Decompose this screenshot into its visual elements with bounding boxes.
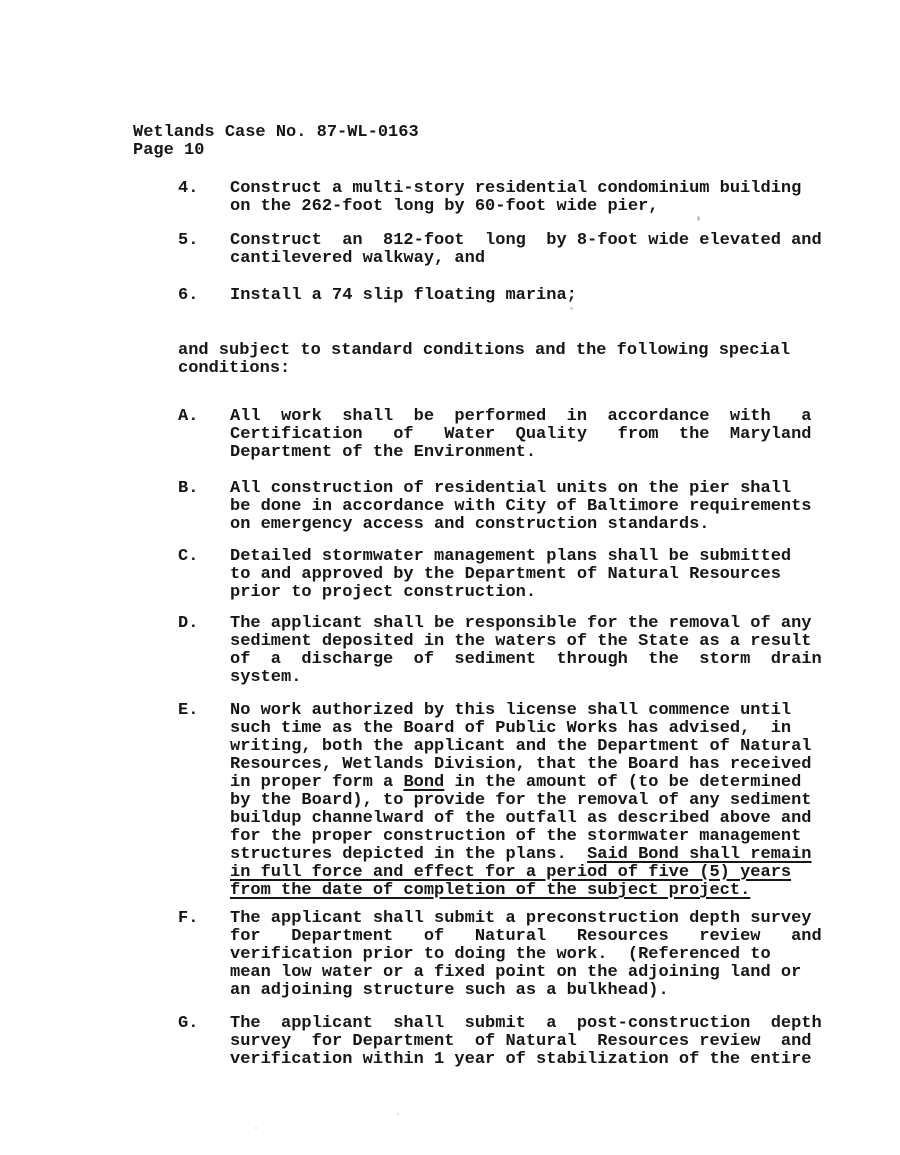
doc-line bbox=[230, 828, 858, 846]
text-segment: verification within 1 year of stabilization of the entire bbox=[230, 1050, 812, 1069]
doc-line bbox=[230, 756, 858, 774]
text-segment: The applicant shall submit a preconstruction depth survey bbox=[230, 909, 812, 928]
list-item-b bbox=[178, 480, 858, 534]
doc-line bbox=[230, 982, 858, 1000]
text-segment: such time as the Board of Public Works has advised, in bbox=[230, 719, 792, 738]
item-text bbox=[230, 910, 858, 1000]
doc-line bbox=[230, 792, 858, 810]
text-segment: All work shall be performed in accordance with a bbox=[230, 407, 812, 426]
list-item-c bbox=[178, 548, 858, 602]
doc-line bbox=[230, 548, 858, 566]
underlined-text: in full force and effect for a period of five (5) years bbox=[230, 863, 792, 882]
doc-blocks bbox=[178, 180, 858, 1069]
item-text bbox=[230, 408, 858, 462]
text-segment: Detailed stormwater management plans shall be submitted bbox=[230, 547, 792, 566]
text-segment: conditions: bbox=[178, 359, 291, 378]
text-segment: in the amount of (to be determined bbox=[444, 773, 802, 792]
doc-line bbox=[230, 669, 858, 687]
doc-line bbox=[230, 287, 858, 305]
text-segment: an adjoining structure such as a bulkhead). bbox=[230, 981, 669, 1000]
item-label: G. bbox=[178, 1014, 199, 1033]
doc-line bbox=[230, 964, 858, 982]
text-segment: sediment deposited in the waters of the State as a result bbox=[230, 632, 812, 651]
text-segment: survey for Department of Natural Resources review and bbox=[230, 1032, 812, 1051]
doc-line bbox=[230, 180, 858, 198]
item-text bbox=[230, 480, 858, 534]
item-label: B. bbox=[178, 479, 199, 498]
item-label: 4. bbox=[178, 179, 199, 198]
text-segment: for Department of Natural Resources review and bbox=[230, 927, 822, 946]
doc-line bbox=[230, 1015, 858, 1033]
text-segment: prior to project construction. bbox=[230, 583, 537, 602]
text-segment: Construct a multi-story residential condominium building bbox=[230, 179, 802, 198]
doc-line bbox=[230, 882, 858, 900]
doc-line bbox=[230, 910, 858, 928]
underlined-text: Bond bbox=[403, 773, 445, 792]
doc-line bbox=[230, 408, 858, 426]
item-text bbox=[230, 702, 858, 900]
underlined-text: from the date of completion of the subject project. bbox=[230, 881, 751, 900]
text-segment: on emergency access and construction standards. bbox=[230, 515, 710, 534]
doc-line bbox=[230, 250, 858, 268]
list-item-a bbox=[178, 408, 858, 462]
text-segment: Certification of Water Quality from the Maryland bbox=[230, 425, 812, 444]
doc-line bbox=[230, 774, 858, 792]
item-label: 6. bbox=[178, 286, 199, 305]
item-label: 5. bbox=[178, 231, 199, 250]
text-segment: cantilevered walkway, and bbox=[230, 249, 486, 268]
doc-line bbox=[230, 498, 858, 516]
doc-line bbox=[230, 1051, 858, 1069]
list-item-d bbox=[178, 615, 858, 687]
doc-line bbox=[230, 1033, 858, 1051]
item-text bbox=[178, 342, 858, 378]
doc-line bbox=[230, 566, 858, 584]
page-number: Page 10 bbox=[133, 141, 205, 160]
text-segment: by the Board), to provide for the removal of any sediment bbox=[230, 791, 812, 810]
doc-line bbox=[230, 810, 858, 828]
doc-line bbox=[230, 584, 858, 602]
text-segment: No work authorized by this license shall commence until bbox=[230, 701, 792, 720]
text-segment: to and approved by the Department of Natural Resources bbox=[230, 565, 781, 584]
doc-line bbox=[230, 738, 858, 756]
paragraph bbox=[178, 342, 858, 378]
doc-line bbox=[230, 702, 858, 720]
text-segment: structures depicted in the plans. bbox=[230, 845, 588, 864]
case-number: Wetlands Case No. 87-WL-0163 bbox=[133, 123, 419, 142]
item-label: D. bbox=[178, 614, 199, 633]
doc-line bbox=[230, 444, 858, 462]
text-segment: Resources, Wetlands Division, that the Board has received bbox=[230, 755, 812, 774]
text-segment: verification prior to doing the work. (Referenced to bbox=[230, 945, 771, 964]
item-text bbox=[230, 232, 858, 268]
doc-line bbox=[230, 198, 858, 216]
text-segment: on the 262-foot long by 60-foot wide pier, bbox=[230, 197, 659, 216]
doc-line bbox=[230, 928, 858, 946]
list-item-g bbox=[178, 1015, 858, 1069]
doc-line bbox=[230, 946, 858, 964]
scan-speck bbox=[255, 1127, 257, 1129]
doc-line bbox=[230, 864, 858, 882]
item-text bbox=[230, 287, 858, 305]
text-segment: system. bbox=[230, 668, 302, 687]
text-segment: and subject to standard conditions and the following special bbox=[178, 341, 791, 360]
doc-line bbox=[178, 360, 858, 378]
item-text bbox=[230, 548, 858, 602]
text-segment: Install a 74 slip floating marina; bbox=[230, 286, 577, 305]
text-segment: mean low water or a fixed point on the adjoining land or bbox=[230, 963, 802, 982]
list-item-5 bbox=[178, 232, 858, 268]
doc-line bbox=[230, 651, 858, 669]
scan-speck bbox=[397, 1113, 399, 1115]
doc-line bbox=[178, 342, 858, 360]
item-text bbox=[230, 180, 858, 216]
text-segment: Department of the Environment. bbox=[230, 443, 537, 462]
item-text bbox=[230, 1015, 858, 1069]
doc-line bbox=[230, 720, 858, 738]
document-header bbox=[133, 124, 419, 160]
text-segment: be done in accordance with City of Baltimore requirements bbox=[230, 497, 812, 516]
item-text bbox=[230, 615, 858, 687]
text-segment: writing, both the applicant and the Department of Natural bbox=[230, 737, 812, 756]
list-item-e bbox=[178, 702, 858, 900]
item-label: F. bbox=[178, 909, 199, 928]
doc-line bbox=[230, 480, 858, 498]
text-segment: All construction of residential units on the pier shall bbox=[230, 479, 792, 498]
list-item-f bbox=[178, 910, 858, 1000]
text-segment: in proper form a bbox=[230, 773, 404, 792]
text-segment: Construct an 812-foot long by 8-foot wide elevated and bbox=[230, 231, 822, 250]
scan-speck bbox=[570, 307, 573, 310]
text-segment: The applicant shall submit a post-construction depth bbox=[230, 1014, 822, 1033]
doc-line bbox=[230, 615, 858, 633]
doc-line bbox=[230, 633, 858, 651]
list-item-6 bbox=[178, 287, 858, 305]
item-label: A. bbox=[178, 407, 199, 426]
underlined-text: Said Bond shall remain bbox=[587, 845, 812, 864]
doc-line bbox=[230, 232, 858, 250]
text-segment: of a discharge of sediment through the storm drain bbox=[230, 650, 822, 669]
doc-line bbox=[230, 846, 858, 864]
text-segment: The applicant shall be responsible for the removal of any bbox=[230, 614, 812, 633]
scan-speck bbox=[697, 216, 700, 221]
doc-line bbox=[230, 516, 858, 534]
list-item-4 bbox=[178, 180, 858, 216]
item-label: E. bbox=[178, 701, 199, 720]
text-segment: for the proper construction of the stormwater management bbox=[230, 827, 802, 846]
item-label: C. bbox=[178, 547, 199, 566]
doc-line bbox=[230, 426, 858, 444]
text-segment: buildup channelward of the outfall as described above and bbox=[230, 809, 812, 828]
